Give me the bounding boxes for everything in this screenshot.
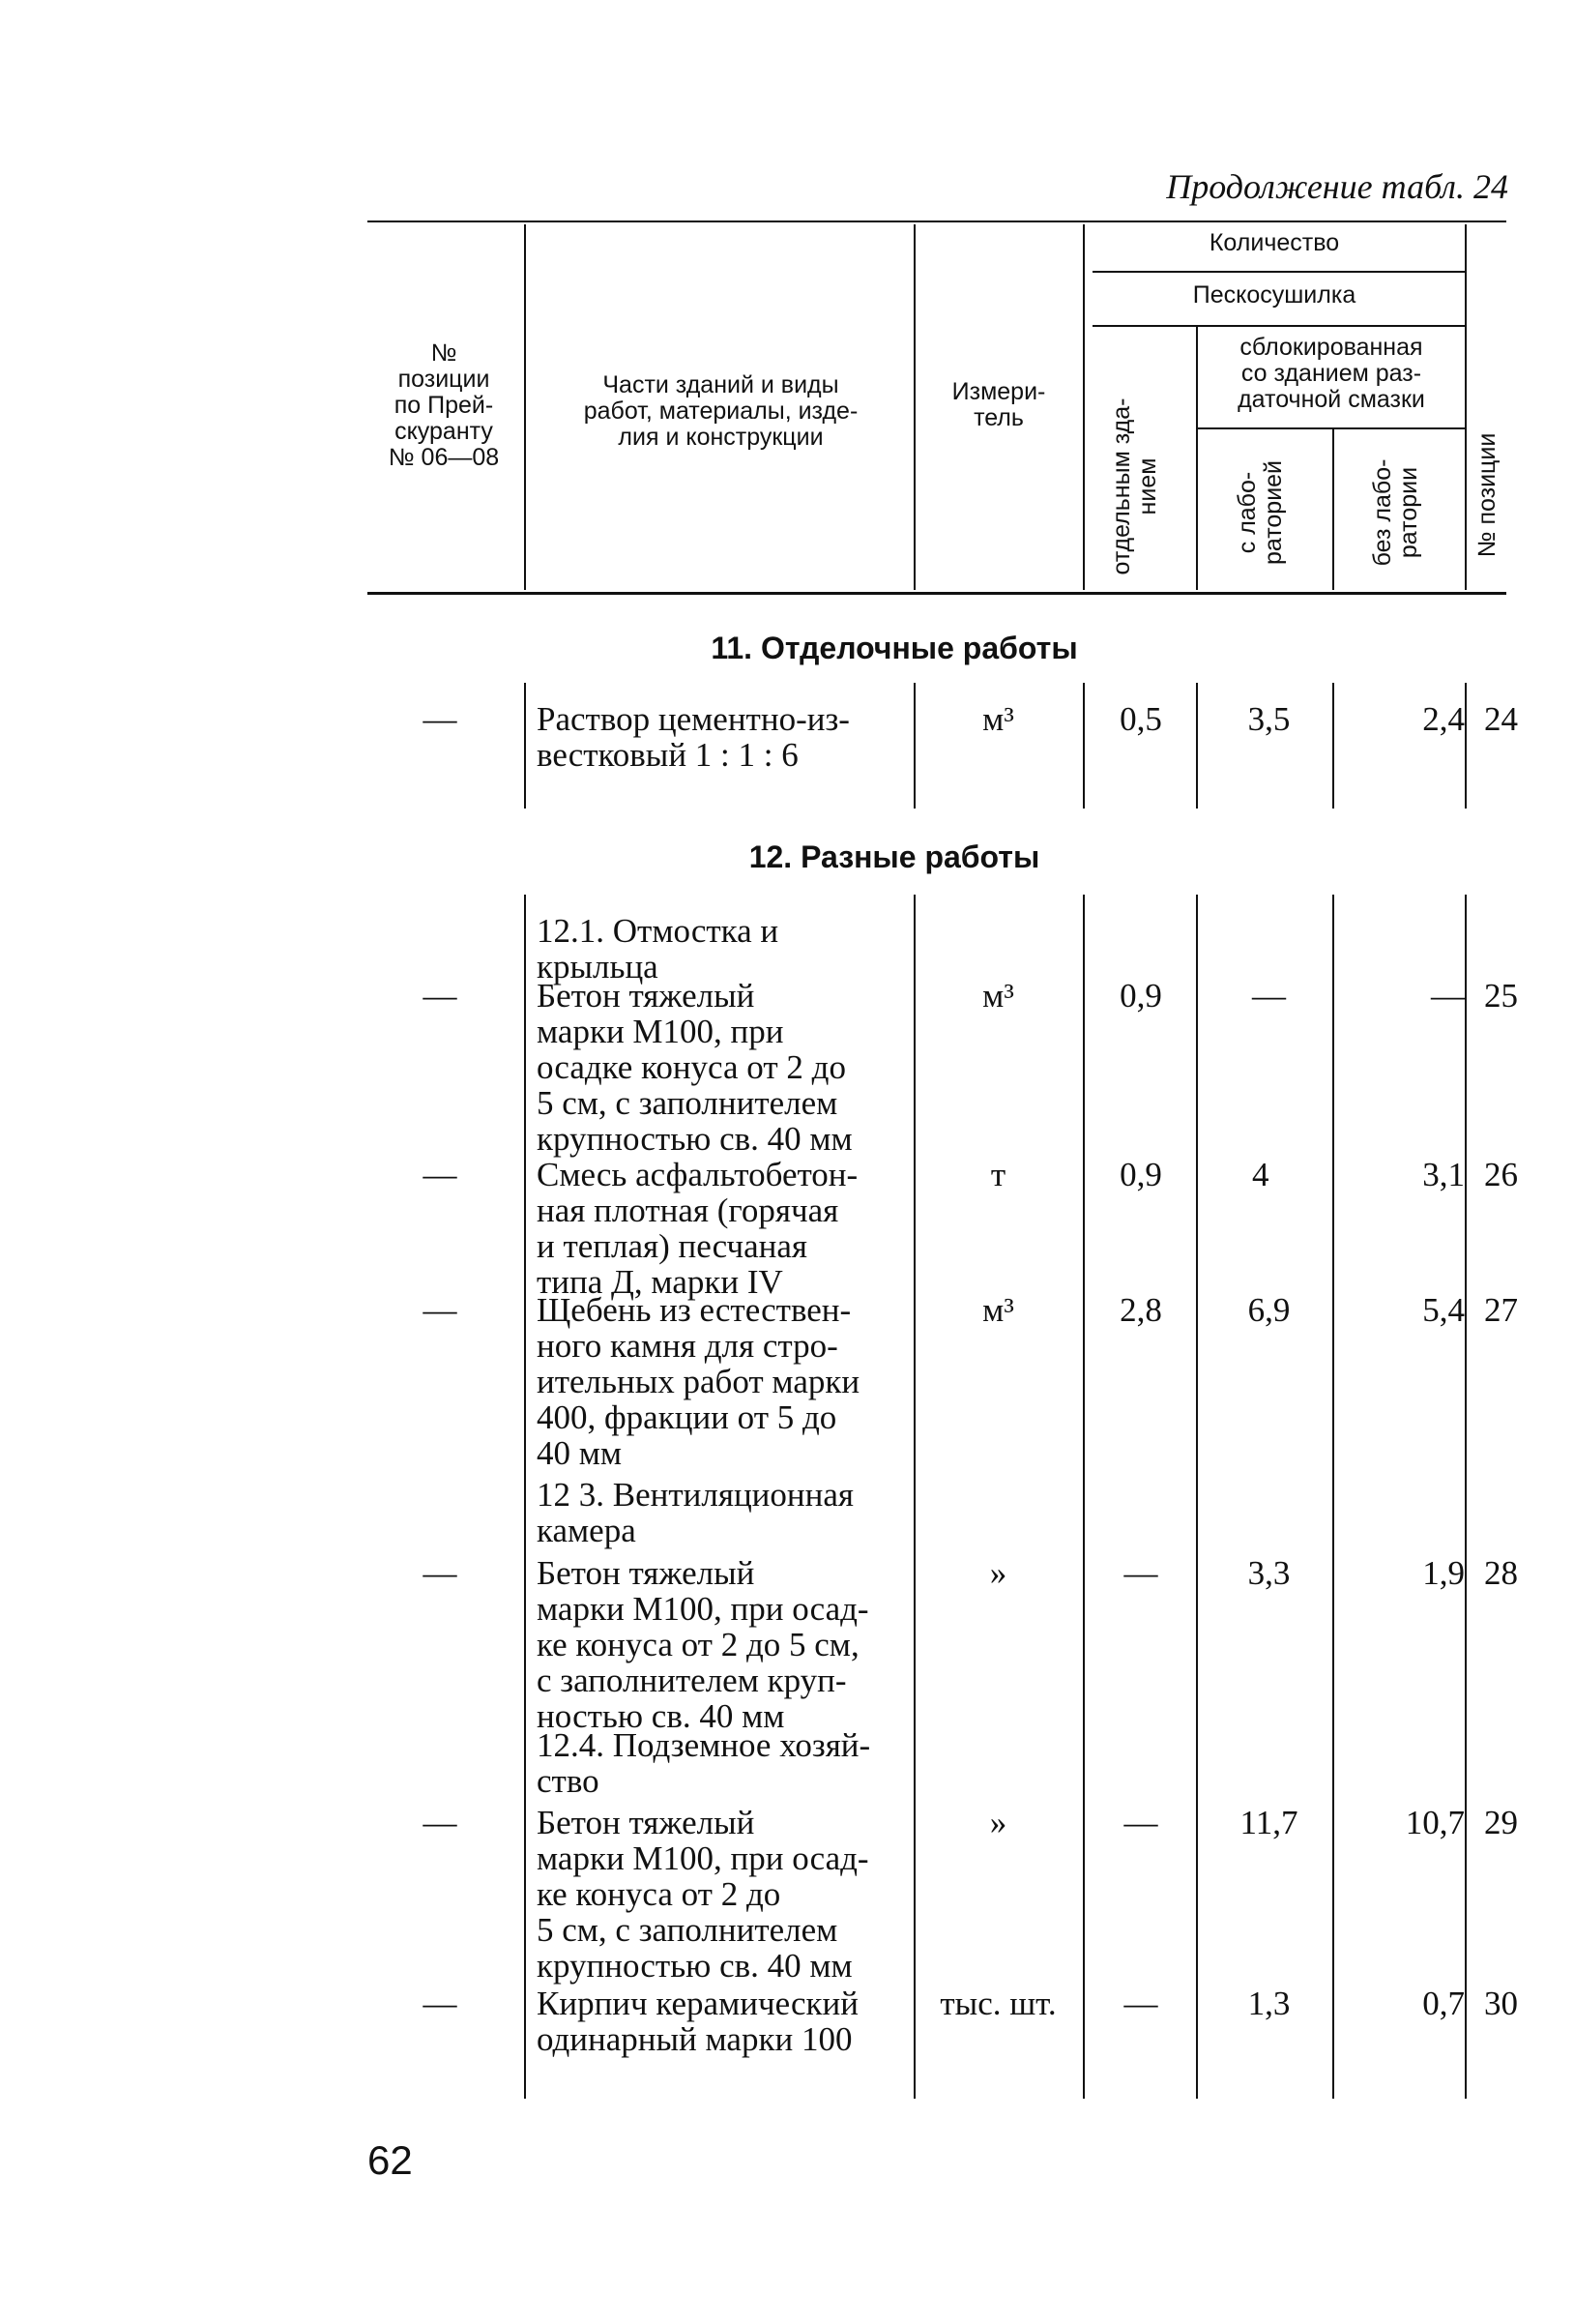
table-row-number: 30 — [1484, 1985, 1518, 2022]
table-row-unit: м³ — [982, 700, 1014, 738]
table-row-separate: 0,9 — [1120, 1156, 1162, 1193]
table-row-unit: » — [989, 1804, 1007, 1841]
header-separate: отдельным зда- нием — [1108, 397, 1161, 575]
header-unit: Измери- тель — [951, 378, 1046, 431]
column-line — [1196, 895, 1198, 2099]
header-divider — [1196, 327, 1198, 590]
table-row-desc: Щебень из естествен- ного камня для стро- ительных работ марки 400, фракции от 5 до 40 мм — [537, 1291, 860, 1472]
table-row-unit: м³ — [982, 977, 1014, 1015]
header-quantity: Количество — [1209, 229, 1340, 256]
table-row-without-lab: 5,4 — [1422, 1291, 1465, 1329]
table-row-without-lab: 2,4 — [1422, 700, 1465, 738]
column-line — [914, 895, 916, 2099]
table-row-with-lab: — — [1252, 977, 1286, 1015]
table-row-without-lab: 10,7 — [1405, 1804, 1465, 1841]
header-top-rule — [367, 221, 1506, 222]
header-with-lab: с лабо- раторией — [1234, 459, 1287, 566]
header-bottom-rule — [367, 592, 1506, 595]
column-line — [1332, 895, 1334, 2099]
table-row-number: 27 — [1484, 1291, 1518, 1329]
page-number: 62 — [367, 2137, 413, 2183]
subheading: 12.1. Отмостка и крыльца — [537, 912, 779, 985]
table-row-pos: — — [423, 1156, 457, 1193]
table-row-separate: 2,8 — [1120, 1291, 1162, 1329]
table-row-with-lab: 3,5 — [1247, 700, 1291, 738]
table-row-unit: » — [989, 1554, 1007, 1592]
table-row-separate: 0,9 — [1120, 977, 1162, 1015]
header-dryer: Пескосушилка — [1192, 281, 1356, 309]
table-row-pos: — — [423, 1985, 457, 2022]
quantity-rule — [1093, 271, 1465, 273]
header-parts: Части зданий и виды работ, материалы, изде- лия и конструкции — [583, 371, 859, 451]
table-row-number: 25 — [1484, 977, 1518, 1015]
header-position: № позиции по Прей- скуранту № 06—08 — [388, 339, 500, 471]
table-row-desc: Бетон тяжелый марки М100, при осад- ке конуса от 2 до 5 см, с заполнителем крупностью св. 40 мм — [537, 1804, 869, 1985]
table-row-without-lab: 0,7 — [1422, 1985, 1465, 2022]
header-divider — [1465, 224, 1467, 590]
table-row-with-lab: 6,9 — [1247, 1291, 1291, 1329]
header-divider — [914, 224, 916, 590]
table-row-separate: — — [1123, 1985, 1158, 2022]
table-row-desc: Кирпич керамический одинарный марки 100 — [537, 1985, 859, 2058]
table-row-number: 28 — [1484, 1554, 1518, 1592]
subheading: 12 3. Вентиляционная камера — [537, 1476, 855, 1549]
table-row-without-lab: 3,1 — [1422, 1156, 1465, 1193]
table-row-desc: Бетон тяжелый марки М100, при осад- ке конуса от 2 до 5 см, с заполнителем круп- ностью св. 40 мм — [537, 1554, 869, 1735]
table-caption: Продолжение табл. 24 — [1166, 167, 1508, 206]
blocked-rule — [1196, 427, 1465, 429]
header-divider — [524, 224, 526, 590]
table-row-desc: Бетон тяжелый марки М100, при осадке конуса от 2 до 5 см, с заполнителем крупностью св. 40 мм — [537, 977, 853, 1158]
header-divider — [1332, 429, 1334, 590]
table-row-with-lab: 3,3 — [1247, 1554, 1291, 1592]
column-line — [524, 895, 526, 2099]
table-row-pos: — — [423, 977, 457, 1015]
table-row-number: 29 — [1484, 1804, 1518, 1841]
table-row-with-lab: 11,7 — [1239, 1804, 1298, 1841]
header-pos-no: № позиции — [1473, 432, 1501, 558]
table-row-pos: — — [423, 1291, 457, 1329]
table-row-separate: — — [1123, 1804, 1158, 1841]
table-row-pos: — — [423, 700, 457, 738]
section-title: 11. Отделочные работы — [711, 631, 1078, 665]
column-line — [1083, 895, 1085, 2099]
dryer-rule — [1093, 325, 1465, 327]
table-row-unit: т — [990, 1156, 1006, 1193]
table-row-without-lab: — — [1431, 977, 1465, 1015]
column-line — [524, 683, 526, 809]
table-row-pos: — — [423, 1554, 457, 1592]
column-line — [1465, 683, 1467, 809]
table-row-number: 24 — [1484, 700, 1518, 738]
table-row-unit: тыс. шт. — [940, 1985, 1057, 2022]
subheading: 12.4. Подземное хозяй- ство — [537, 1726, 871, 1800]
header-blocked: сблокированная со зданием раз- даточной смазки — [1238, 334, 1425, 413]
table-row-with-lab: 1,3 — [1247, 1985, 1291, 2022]
table-row-without-lab: 1,9 — [1422, 1554, 1465, 1592]
table-row-desc: Раствор цементно-из- вестковый 1 : 1 : 6 — [537, 700, 850, 774]
header-without-lab: без лабо- ратории — [1369, 458, 1422, 567]
column-line — [1465, 895, 1467, 2099]
table-row-desc: Смесь асфальтобетон- ная плотная (горячая и теплая) песчаная типа Д, марки IV — [537, 1156, 859, 1301]
table-row-separate: — — [1123, 1554, 1158, 1592]
table-row-unit: м³ — [982, 1291, 1014, 1329]
table-row-number: 26 — [1484, 1156, 1518, 1193]
table-row-pos: — — [423, 1804, 457, 1841]
header-divider — [1083, 224, 1085, 590]
table-row-separate: 0,5 — [1120, 700, 1162, 738]
table-row-with-lab: 4 — [1252, 1156, 1269, 1193]
section-title: 12. Разные работы — [748, 839, 1040, 874]
